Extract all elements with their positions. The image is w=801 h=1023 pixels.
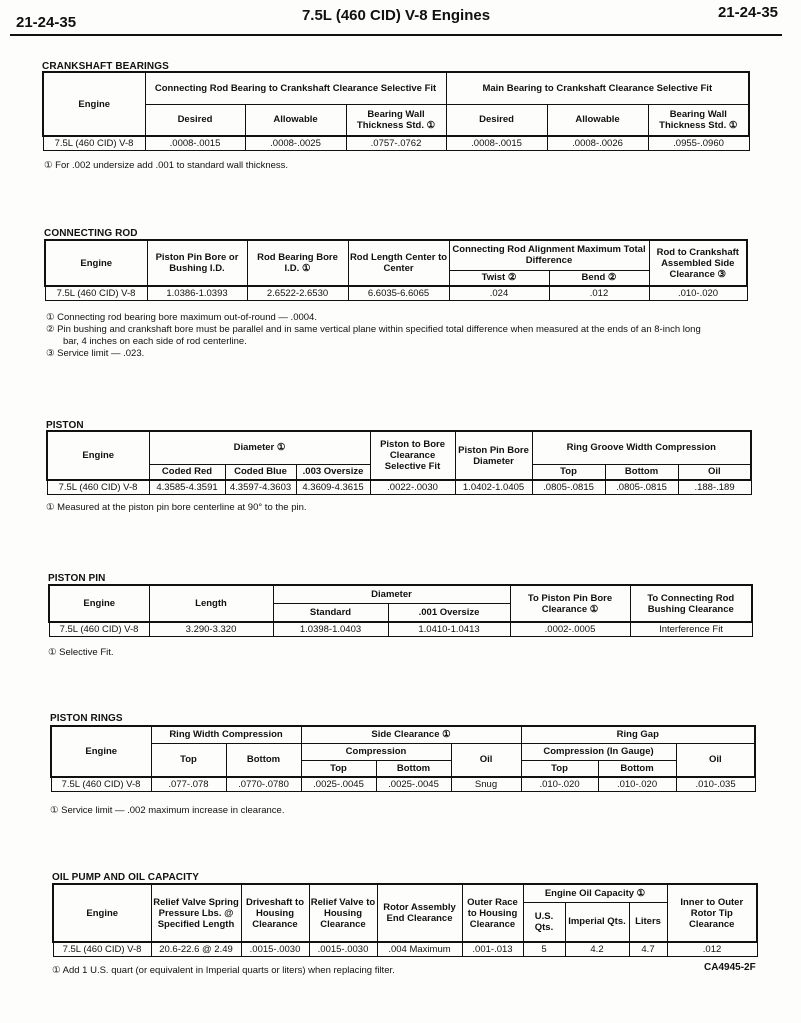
crankshaft-footnote: ① For .002 undersize add .001 to standard wall thickness.: [44, 160, 289, 171]
col-bottom: Bottom: [605, 464, 678, 480]
table-cell: .0008-.0026: [547, 136, 648, 151]
col-rod-bearing-bore: Rod Bearing Bore I.D. ①: [247, 240, 348, 286]
col-bushing-clearance: To Connecting Rod Bushing Clearance: [630, 585, 752, 622]
cell-engine: 7.5L (460 CID) V-8: [53, 942, 151, 957]
cell-engine: 7.5L (460 CID) V-8: [43, 136, 145, 151]
col-bottom: Bottom: [598, 760, 676, 777]
col-relief-valve-clearance: Relief Valve to Housing Clearance: [309, 884, 377, 942]
table-cell: .0770-.0780: [226, 777, 301, 792]
col-side-clearance: Rod to Crankshaft Assembled Side Clearance ③: [649, 240, 747, 286]
col-engine: Engine: [51, 726, 151, 777]
table-cell: Interference Fit: [630, 622, 752, 637]
table-cell: .012: [549, 286, 649, 301]
col-oil-capacity: Engine Oil Capacity ①: [523, 884, 667, 902]
page-number-right: 21-24-35: [717, 4, 778, 21]
table-cell: 1.0402-1.0405: [455, 480, 532, 495]
connrod-footnote-3: ③ Service limit — .023.: [46, 348, 145, 359]
col-liters: Liters: [629, 902, 667, 942]
table-cell: .024: [449, 286, 549, 301]
col-top: Top: [301, 760, 376, 777]
table-cell: .010-.020: [521, 777, 598, 792]
col-engine: Engine: [45, 240, 147, 286]
col-compression-gauge: Compression (In Gauge): [521, 743, 676, 760]
col-us-qts: U.S. Qts.: [523, 902, 565, 942]
connrod-footnote-2: ② Pin bushing and crankshaft bore must be parallel and in same vertical plane within specified total difference when measured at the ends of an 8-inch long: [46, 324, 701, 335]
col-desired: Desired: [145, 104, 245, 136]
col-engine: Engine: [53, 884, 151, 942]
table-cell: 4.2: [565, 942, 629, 957]
table-cell: .0955-.0960: [648, 136, 749, 151]
table-cell: .0805-.0815: [532, 480, 605, 495]
col-rod-length: Rod Length Center to Center: [348, 240, 449, 286]
table-row: [53, 942, 757, 957]
col-spring-pressure: Relief Valve Spring Pressure Lbs. @ Specified Length: [151, 884, 241, 942]
figure-code: CA4945-2F: [704, 962, 756, 973]
crankshaft-section-title: CRANKSHAFT BEARINGS: [42, 61, 169, 72]
rings-footnote: ① Service limit — .002 maximum increase in clearance.: [50, 805, 285, 816]
oilpump-section-title: OIL PUMP AND OIL CAPACITY: [52, 872, 199, 883]
page-title: 7.5L (460 CID) V-8 Engines: [301, 7, 491, 24]
table-cell: .010-.020: [649, 286, 747, 301]
connrod-footnotes: [46, 312, 766, 360]
table-cell: .004 Maximum: [377, 942, 462, 957]
table-cell: .010-.020: [598, 777, 676, 792]
pistonpin-section-title: PISTON PIN: [48, 573, 106, 584]
col-rotor-end-clearance: Rotor Assembly End Clearance: [377, 884, 462, 942]
col-oversize: .001 Oversize: [388, 603, 510, 622]
crankshaft-table: [42, 71, 750, 151]
col-engine: Engine: [47, 431, 149, 480]
col-side-clearance: Side Clearance ①: [301, 726, 521, 743]
table-cell: .0015-.0030: [241, 942, 309, 957]
table-cell: 1.0386-1.0393: [147, 286, 247, 301]
col-engine: Engine: [49, 585, 149, 622]
table-cell: 4.7: [629, 942, 667, 957]
connrod-section-title: CONNECTING ROD: [44, 228, 138, 239]
cell-engine: 7.5L (460 CID) V-8: [47, 480, 149, 495]
piston-section-title: PISTON: [46, 420, 84, 431]
table-cell: .0015-.0030: [309, 942, 377, 957]
table-row: [51, 777, 755, 792]
connrod-footnote-2-cont: bar, 4 inches on each side of rod centerline.: [63, 336, 247, 347]
table-cell: .0008-.0025: [245, 136, 346, 151]
table-cell: .010-.035: [676, 777, 755, 792]
table-cell: .077-.078: [151, 777, 226, 792]
cell-engine: 7.5L (460 CID) V-8: [49, 622, 149, 637]
table-cell: .188-.189: [678, 480, 751, 495]
table-cell: 4.3609-4.3615: [296, 480, 370, 495]
table-row: [43, 136, 749, 151]
col-wall-thickness: Bearing Wall Thickness Std. ①: [648, 104, 749, 136]
table-cell: 1.0410-1.0413: [388, 622, 510, 637]
table-cell: .0008-.0015: [145, 136, 245, 151]
table-cell: 2.6522-2.6530: [247, 286, 348, 301]
col-bend: Bend ②: [549, 270, 649, 286]
oilpump-table: [52, 883, 758, 957]
col-twist: Twist ②: [449, 270, 549, 286]
col-outer-race-clearance: Outer Race to Housing Clearance: [462, 884, 523, 942]
cell-engine: 7.5L (460 CID) V-8: [45, 286, 147, 301]
col-coded-blue: Coded Blue: [225, 464, 296, 480]
table-cell: .0022-.0030: [370, 480, 455, 495]
rings-table: [50, 725, 756, 792]
cell-engine: 7.5L (460 CID) V-8: [51, 777, 151, 792]
table-cell: .0805-.0815: [605, 480, 678, 495]
table-cell: 6.6035-6.6065: [348, 286, 449, 301]
table-cell: .0025-.0045: [301, 777, 376, 792]
table-row: [45, 286, 747, 301]
table-cell: .0002-.0005: [510, 622, 630, 637]
col-main-clearance: Main Bearing to Crankshaft Clearance Selective Fit: [446, 72, 749, 104]
table-cell: 4.3585-4.3591: [149, 480, 225, 495]
table-cell: .0025-.0045: [376, 777, 451, 792]
col-diameter: Diameter ①: [149, 431, 370, 464]
col-imperial-qts: Imperial Qts.: [565, 902, 629, 942]
col-compression: Compression: [301, 743, 451, 760]
col-alignment: Connecting Rod Alignment Maximum Total Difference: [449, 240, 649, 270]
col-ring-groove: Ring Groove Width Compression: [532, 431, 751, 464]
col-connrod-clearance: Connecting Rod Bearing to Crankshaft Clearance Selective Fit: [145, 72, 446, 104]
table-cell: 20.6-22.6 @ 2.49: [151, 942, 241, 957]
table-cell: 5: [523, 942, 565, 957]
col-length: Length: [149, 585, 273, 622]
table-row: [47, 480, 751, 495]
piston-footnote: ① Measured at the piston pin bore centerline at 90° to the pin.: [46, 502, 307, 513]
rings-section-title: PISTON RINGS: [50, 713, 123, 724]
col-rotor-tip-clearance: Inner to Outer Rotor Tip Clearance: [667, 884, 757, 942]
col-pin-bore-clearance: To Piston Pin Bore Clearance ①: [510, 585, 630, 622]
col-ring-gap: Ring Gap: [521, 726, 755, 743]
table-cell: .0757-.0762: [346, 136, 446, 151]
col-diameter: Diameter: [273, 585, 510, 603]
connrod-footnote-1: ① Connecting rod bearing bore maximum out-of-round — .0004.: [46, 312, 317, 323]
col-top: Top: [532, 464, 605, 480]
table-cell: Snug: [451, 777, 521, 792]
col-standard: Standard: [273, 603, 388, 622]
page-header: [10, 4, 782, 36]
table-row: [49, 622, 752, 637]
pistonpin-footnote: ① Selective Fit.: [48, 647, 114, 658]
col-top: Top: [151, 743, 226, 777]
col-oil: Oil: [676, 743, 755, 777]
col-wall-thickness: Bearing Wall Thickness Std. ①: [346, 104, 446, 136]
col-driveshaft-clearance: Driveshaft to Housing Clearance: [241, 884, 309, 942]
col-bottom: Bottom: [376, 760, 451, 777]
col-bottom: Bottom: [226, 743, 301, 777]
col-pin-bore-diameter: Piston Pin Bore Diameter: [455, 431, 532, 480]
piston-table: [46, 430, 752, 495]
connrod-table: [44, 239, 748, 301]
page-number-left: 21-24-35: [16, 14, 77, 31]
table-cell: 1.0398-1.0403: [273, 622, 388, 637]
table-cell: 3.290-3.320: [149, 622, 273, 637]
col-allowable: Allowable: [245, 104, 346, 136]
col-oversize: .003 Oversize: [296, 464, 370, 480]
table-cell: .012: [667, 942, 757, 957]
col-pin-bore: Piston Pin Bore or Bushing I.D.: [147, 240, 247, 286]
col-engine: Engine: [43, 72, 145, 136]
oilpump-footnote: ① Add 1 U.S. quart (or equivalent in Imperial quarts or liters) when replacing filter.: [52, 965, 395, 976]
col-top: Top: [521, 760, 598, 777]
col-oil: Oil: [451, 743, 521, 777]
table-cell: .001-.013: [462, 942, 523, 957]
col-oil: Oil: [678, 464, 751, 480]
col-bore-clearance: Piston to Bore Clearance Selective Fit: [370, 431, 455, 480]
table-cell: 4.3597-4.3603: [225, 480, 296, 495]
col-allowable: Allowable: [547, 104, 648, 136]
pistonpin-table: [48, 584, 753, 637]
col-ring-width: Ring Width Compression: [151, 726, 301, 743]
table-cell: .0008-.0015: [446, 136, 547, 151]
col-desired: Desired: [446, 104, 547, 136]
col-coded-red: Coded Red: [149, 464, 225, 480]
